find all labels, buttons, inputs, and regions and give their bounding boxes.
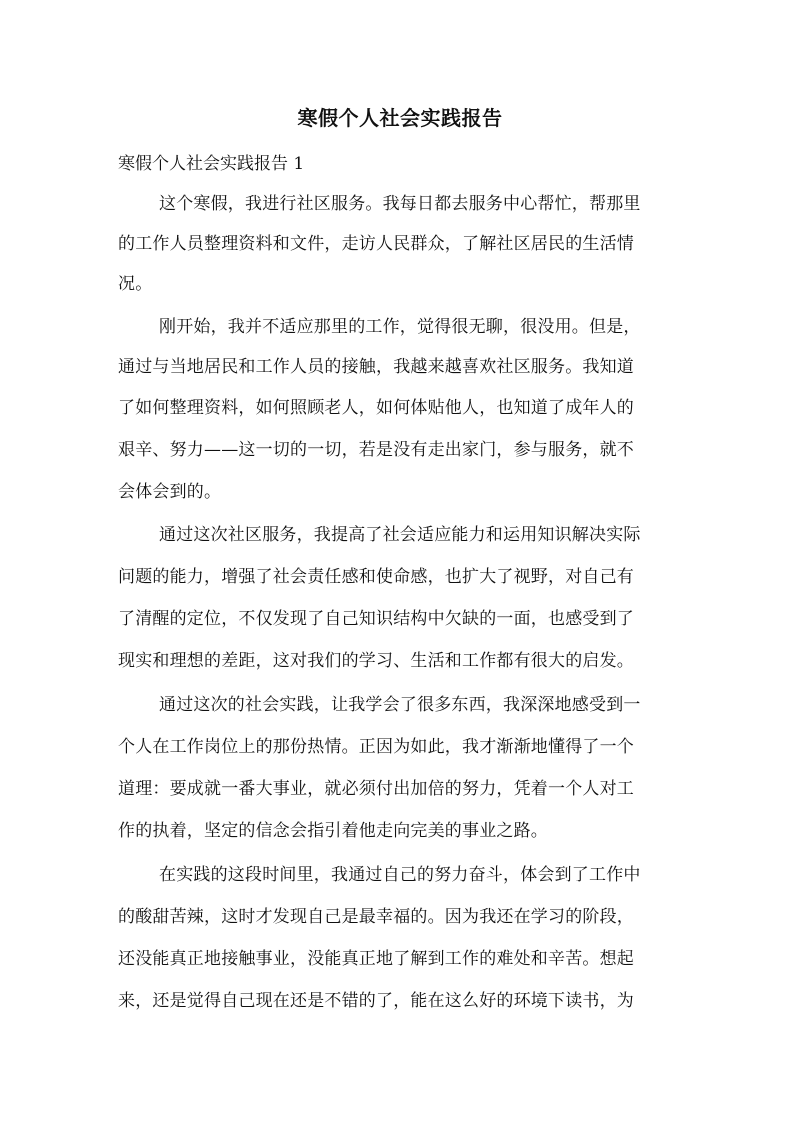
paragraph-line: 会体会到的。 [118,482,222,502]
section-title: 寒假个人社会实践报告 1 [118,154,305,174]
paragraph-line: 还没能真正地接触事业，没能真正地了解到工作的难处和辛苦。想起 [118,949,634,969]
paragraph-line: 来，还是觉得自己现在还是不错的了，能在这么好的环境下读书，为 [118,991,634,1011]
paragraph-line: 道理：要成就一番大事业，就必须付出加倍的努力，凭着一个人对工 [118,779,634,799]
paragraph-line: 通过这次社区服务，我提高了社会适应能力和运用知识解决实际 [159,525,641,545]
paragraph-line: 现实和理想的差距，这对我们的学习、生活和工作都有很大的启发。 [118,651,634,671]
paragraph-line: 问题的能力，增强了社会责任感和使命感，也扩大了视野，对自己有 [118,567,634,587]
paragraph-line: 了清醒的定位，不仅发现了自己知识结构中欠缺的一面，也感受到了 [118,609,634,629]
paragraph-line: 的酸甜苦辣，这时才发现自己是最幸福的。因为我还在学习的阶段， [118,907,634,927]
page-title: 寒假个人社会实践报告 [297,106,503,130]
paragraph-line: 艰辛、努力——这一切的一切，若是没有走出家门，参与服务，就不 [118,440,634,460]
paragraph-line: 的工作人员整理资料和文件，走访人民群众，了解社区居民的生活情 [118,234,634,254]
paragraph-line: 作的执着，坚定的信念会指引着他走向完美的事业之路。 [118,821,548,841]
paragraph-line: 通过这次的社会实践，让我学会了很多东西，我深深地感受到一 [159,695,641,715]
paragraph-line: 通过与当地居民和工作人员的接触，我越来越喜欢社区服务。我知道 [118,357,634,377]
paragraph-line: 个人在工作岗位上的那份热情。正因为如此，我才渐渐地懂得了一个 [118,737,634,757]
paragraph-line: 这个寒假，我进行社区服务。我每日都去服务中心帮忙，帮那里 [159,194,641,214]
paragraph-line: 在实践的这段时间里，我通过自己的努力奋斗，体会到了工作中 [159,865,641,885]
paragraph-line: 了如何整理资料，如何照顾老人，如何体贴他人，也知道了成年人的 [118,398,634,418]
paragraph-line: 刚开始，我并不适应那里的工作，觉得很无聊，很没用。但是， [159,317,641,337]
paragraph-line: 况。 [118,274,153,294]
